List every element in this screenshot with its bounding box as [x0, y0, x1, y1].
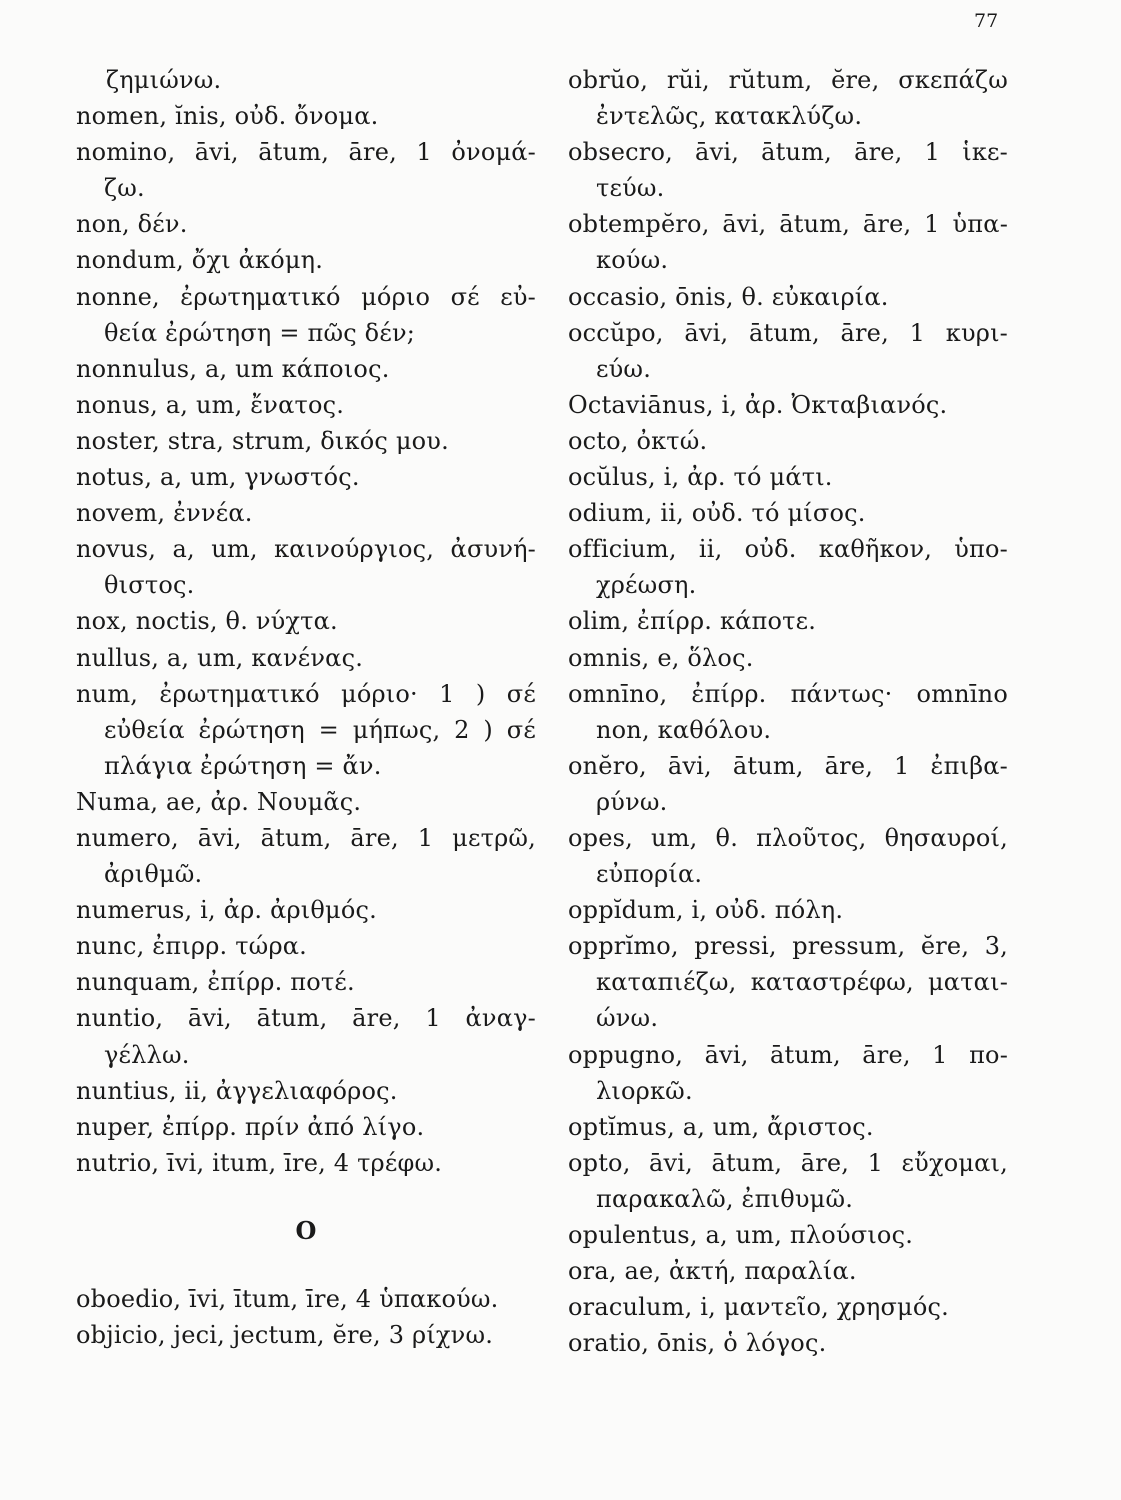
- entry-line: occasio, ōnis, θ. εὐκαιρία.: [568, 282, 889, 311]
- entry-line: χρέωση.: [596, 571, 697, 600]
- entry-line: παρακαλῶ, ἐπιθυμῶ.: [596, 1184, 854, 1213]
- section-heading: O: [295, 1215, 317, 1245]
- entry-line: θεία ἐρώτηση = πῶς δέν;: [104, 318, 416, 347]
- entry-line: omnis, e, ὅλος.: [568, 643, 754, 672]
- entry-line: oboedio, īvi, ītum, īre, 4 ὑπακούω.: [76, 1284, 499, 1313]
- entry-line: λιορκῶ.: [596, 1076, 693, 1105]
- entry-line: odium, ii, οὐδ. τό μίσος.: [568, 499, 866, 528]
- entry-line: novem, ἐννέα.: [76, 499, 253, 528]
- entry-line: nonne, ἐρωτηματικό μόριο σέ εὐ-: [76, 282, 536, 311]
- page-number: 77: [974, 10, 999, 32]
- entry-line: onĕro, āvi, ātum, āre, 1 ἐπιβα-: [568, 751, 1008, 780]
- entry-line: obrŭo, rŭi, rŭtum, ĕre, σκεπάζω: [568, 66, 1008, 94]
- entry-line: numerus, i, ἀρ. ἀριθμός.: [76, 896, 377, 925]
- entry-line: Numa, ae, ἀρ. Νουμᾶς.: [76, 787, 362, 816]
- entry-line: τεύω.: [596, 174, 665, 203]
- entry-line: nondum, ὄχι ἀκόμη.: [76, 246, 324, 275]
- entry-line: ζω.: [104, 174, 145, 203]
- entry-line: obsecro, āvi, ātum, āre, 1 ἱκε-: [568, 138, 1008, 167]
- entry-line: nuper, ἐπίρρ. πρίν ἀπό λίγο.: [76, 1112, 425, 1141]
- entry-line: non, καθόλου.: [596, 715, 772, 744]
- entry-line: καταπιέζω, καταστρέφω, μαται-: [596, 968, 1008, 997]
- entry-line: nunc, ἐπιρρ. τώρα.: [76, 932, 308, 961]
- entry-line: opprĭmo, pressi, pressum, ĕre, 3,: [568, 932, 1008, 961]
- entry-line: officium, ii, οὐδ. καθῆκον, ὑπο-: [568, 535, 1008, 564]
- entry-line: πλάγια ἐρώτηση = ἄν.: [104, 751, 382, 780]
- entry-line: ἐντελῶς, κατακλύζω.: [596, 102, 863, 131]
- entry-line: oppĭdum, i, οὐδ. πόλη.: [568, 896, 844, 925]
- entry-line: numero, āvi, ātum, āre, 1 μετρῶ,: [76, 823, 536, 852]
- entry-line: εὐθεία ἐρώτηση = μήπως, 2 ) σέ: [104, 715, 536, 744]
- entry-line: εὐπορία.: [596, 860, 703, 889]
- entry-line: oratio, ōnis, ὁ λόγος.: [568, 1329, 827, 1358]
- entry-line: opulentus, a, um, πλούσιος.: [568, 1221, 914, 1249]
- entry-line: noster, stra, strum, δικός μου.: [76, 426, 449, 455]
- entry-line: εύω.: [596, 354, 652, 383]
- entry-line: nunquam, ἐπίρρ. ποτέ.: [76, 968, 355, 997]
- entry-line: omnīno, ἐπίρρ. πάντως· omnīno: [568, 679, 1008, 708]
- entry-line: notus, a, um, γνωστός.: [76, 463, 360, 492]
- entry-line: opes, um, θ. πλοῦτος, θησαυροί,: [568, 823, 1008, 852]
- entry-line: nonnulus, a, um κάποιος.: [76, 354, 390, 383]
- entry-line: nuntio, āvi, ātum, āre, 1 ἀναγ-: [76, 1004, 536, 1033]
- entry-line: nonus, a, um, ἔνατος.: [76, 390, 345, 419]
- entry-line: olim, ἐπίρρ. κάποτε.: [568, 607, 817, 636]
- entry-line: occŭpo, āvi, ātum, āre, 1 κυρι-: [568, 318, 1008, 347]
- entry-line: novus, a, um, καινούργιος, ἀσυνή-: [76, 535, 536, 564]
- entry-line: nuntius, ii, ἀγγελιαφόρος.: [76, 1076, 398, 1105]
- entry-line: ora, ae, ἀκτή, παραλία.: [568, 1257, 857, 1286]
- entry-line: non, δέν.: [76, 210, 188, 239]
- entry-line: ρύνω.: [596, 787, 668, 816]
- entry-line: nox, noctis, θ. νύχτα.: [76, 607, 338, 636]
- entry-line: ocŭlus, i, ἀρ. τό μάτι.: [568, 463, 833, 492]
- entry-line: γέλλω.: [104, 1040, 190, 1069]
- left-column: [76, 62, 536, 1353]
- entry-line: nutrio, īvi, itum, īre, 4 τρέφω.: [76, 1148, 443, 1177]
- entry-line: nullus, a, um, κανένας.: [76, 643, 364, 672]
- entry-line: ἀριθμῶ.: [104, 860, 203, 889]
- entry-line: θιστος.: [104, 571, 195, 600]
- entry-line: Octaviānus, i, ἀρ. Ὀκταβιανός.: [568, 390, 948, 419]
- entry-line: num, ἐρωτηματικό μόριο· 1 ) σέ: [76, 679, 536, 708]
- entry-line: κούω.: [596, 246, 669, 275]
- entry-line: nomino, āvi, ātum, āre, 1 ὀνομά-: [76, 138, 536, 167]
- entry-line: ζημιώνω.: [106, 66, 222, 94]
- entry-line: oppugno, āvi, ātum, āre, 1 πο-: [568, 1040, 1008, 1069]
- entry-line: opto, āvi, ātum, āre, 1 εὔχομαι,: [568, 1148, 1008, 1177]
- entry-line: optĭmus, a, um, ἄριστος.: [568, 1112, 874, 1141]
- entry-line: ώνω.: [596, 1004, 659, 1033]
- entry-line: octo, ὀκτώ.: [568, 426, 708, 455]
- right-column: [568, 62, 1008, 1361]
- entry-line: objicio, jeci, jectum, ĕre, 3 ρίχνω.: [76, 1321, 494, 1349]
- entry-line: obtempĕro, āvi, ātum, āre, 1 ὑπα-: [568, 210, 1008, 239]
- entry-line: nomen, ĭnis, οὐδ. ὄνομα.: [76, 102, 379, 131]
- entry-line: oraculum, i, μαντεῖο, χρησμός.: [568, 1293, 949, 1322]
